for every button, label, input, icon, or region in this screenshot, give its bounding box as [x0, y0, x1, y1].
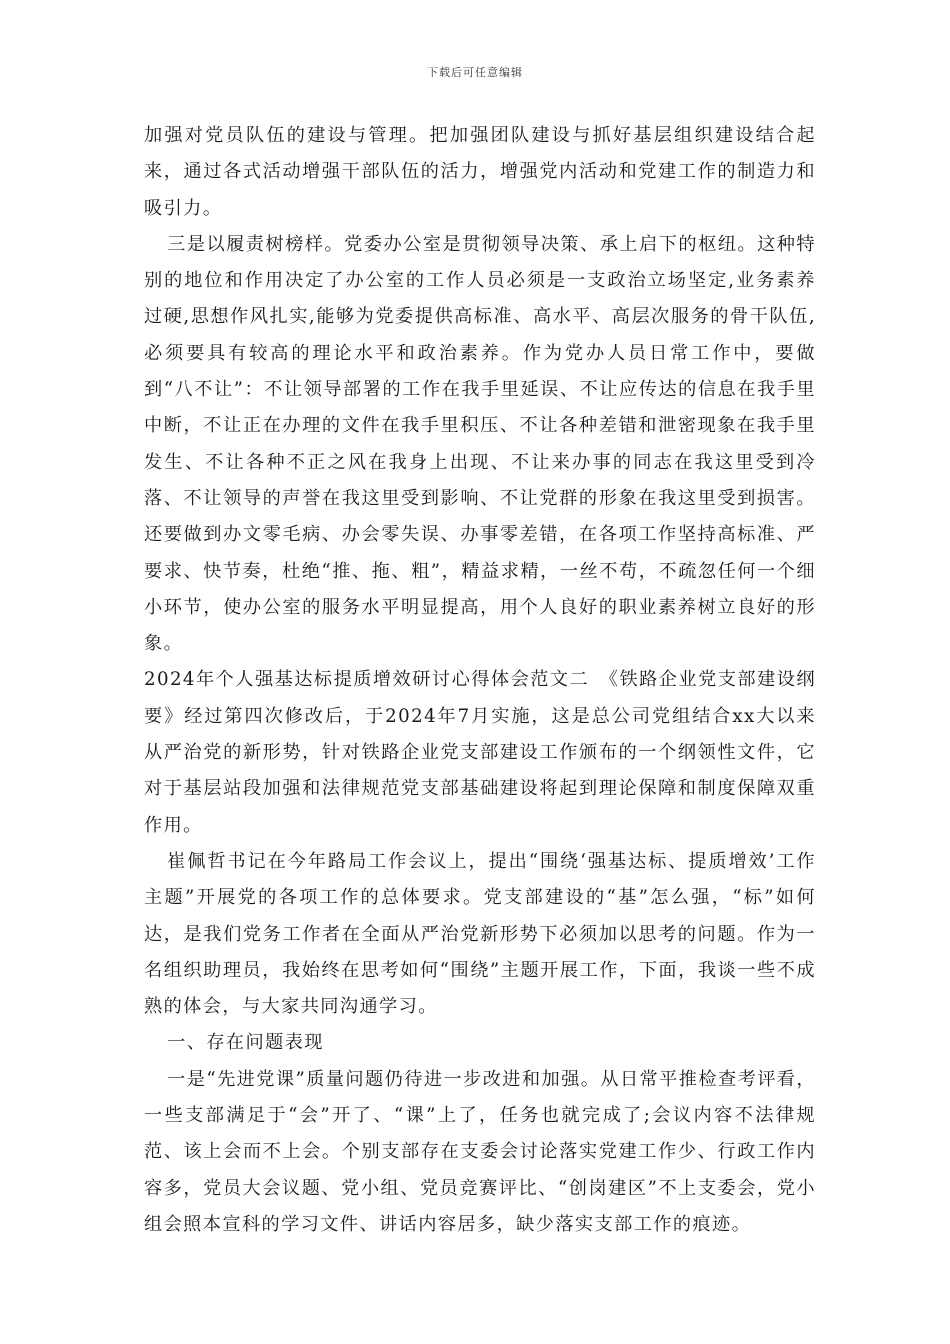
- paragraph-essay-two-intro: 2024年个人强基达标提质增效研讨心得体会范文二 《铁路企业党支部建设纲要》经过第四次修改后，于2024年7月实施，这是总公司党组结合xx大以来从严治党的新形势，针对铁路企业党支部建设工作颁布的一个纲领性文件，它对于基层站段加强和法律规范党支部基础建设将起到理论保障和制度保障双重作用。: [144, 669, 816, 836]
- page-header: 下载后可任意编辑: [427, 66, 523, 79]
- section-heading-problems: 一、存在问题表现: [167, 1032, 324, 1054]
- paragraph-party-lesson-quality: 一是“先进党课”质量问题仍待进一步改进和加强。从日常平推检查考评看，一些支部满足于“会”开了、“课”上了，任务也就完成了;会议内容不法律规范、该上会而不上会。个别支部存在支委会讨论落实党建工作少、行政工作内容多，党员大会议题、党小组、党员竞赛评比、“创岗建区”不上支委会，党小组会照本宣科的学习文件、讲话内容居多，缺少落实支部工作的痕迹。: [144, 1068, 816, 1235]
- paragraph-role-model: 三是以履责树榜样。党委办公室是贯彻领导决策、承上启下的枢纽。这种特别的地位和作用决定了办公室的工作人员必须是一支政治立场坚定,业务素养过硬,思想作风扎实,能够为党委提供高标准、高水平、高层次服务的骨干队伍,必须要具有较高的理论水平和政治素养。作为党办人员日常工作中，要做到“八不让”：不让领导部署的工作在我手里延误、不让应传达的信息在我手里中断，不让正在办理的文件在我手里积压、不让各种差错和泄密现象在我手里发生、不让各种不正之风在我身上出现、不让来办事的同志在我这里受到冷落、不让领导的声誉在我这里受到影响、不让党群的形象在我这里受到损害。还要做到办文零毛病、办会零失误、办事零差错，在各项工作坚持高标准、严要求、快节奏，杜绝“推、拖、粗”，精益求精，一丝不苟，不疏忽任何一个细小环节，使办公室的服务水平明显提高，用个人良好的职业素养树立良好的形象。: [144, 233, 816, 655]
- paragraph-team-building: 加强对党员队伍的建设与管理。把加强团队建设与抓好基层组织建设结合起来，通过各式活动增强干部队伍的活力，增强党内活动和党建工作的制造力和吸引力。: [144, 125, 816, 219]
- document-body: [144, 118, 816, 1243]
- paragraph-secretary-requirements: 崔佩哲书记在今年路局工作会议上，提出“围绕‘强基达标、提质增效’工作主题”开展党的各项工作的总体要求。党支部建设的“基”怎么强，“标”如何达，是我们党务工作者在全面从严治党新形势下必须加以思考的问题。作为一名组织助理员，我始终在思考如何“围绕”主题开展工作，下面，我谈一些不成熟的体会，与大家共同沟通学习。: [144, 850, 816, 1018]
